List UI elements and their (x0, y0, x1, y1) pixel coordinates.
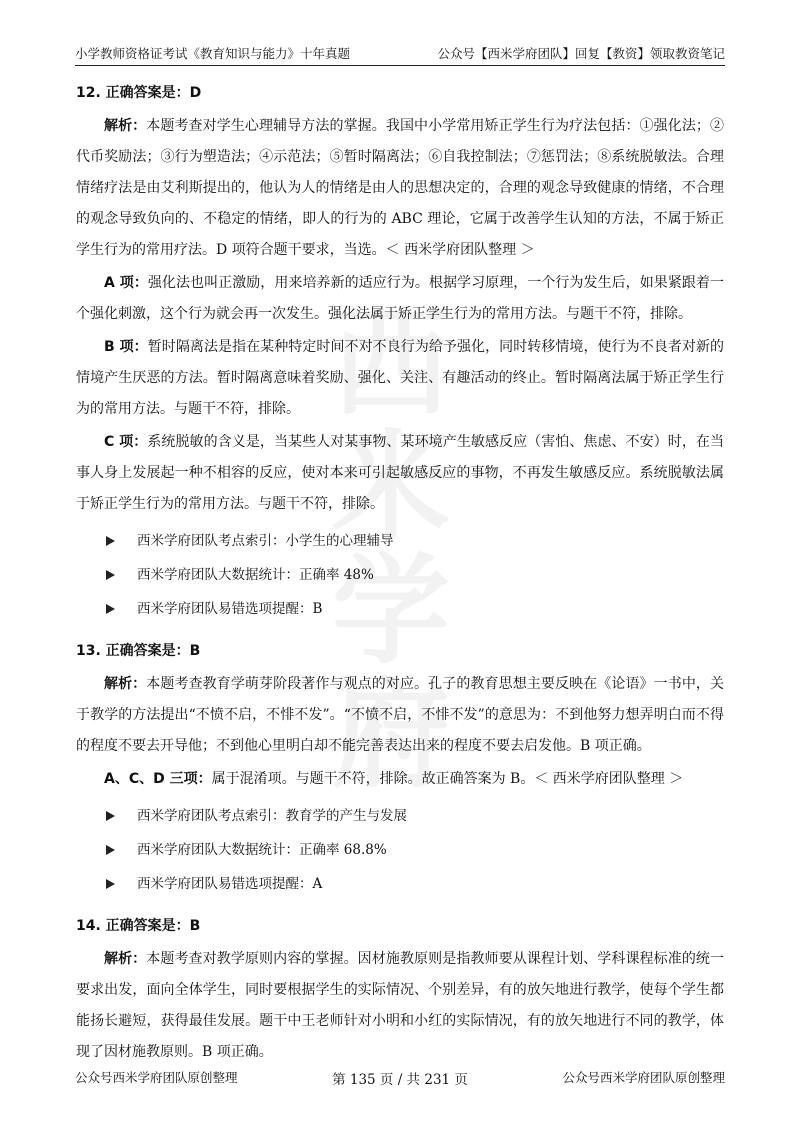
bullet-item (76, 867, 724, 901)
paragraph-text: 本题考查对教学原则内容的掌握。因材施教原则是指教师要从课程计划、学科课程标准的统一要求出发，面向全体学生，同时要根据学生的实际情况、个别差异，有的放矢地进行教学，使每个学生都能扬长避短，获得最佳发展。题干中王老师针对小明和小红的实际情况，有的放矢地进行不同的教学，体现了因材施教原则。B 项正确。 (76, 951, 724, 1060)
watermark-char: 府 (331, 665, 458, 804)
arrow-bullet-icon (106, 604, 115, 614)
bullet-item (76, 799, 724, 833)
bullet-text: 西米学府团队大数据统计：正确率 68.8% (137, 842, 387, 858)
analysis-paragraph (76, 669, 724, 762)
paragraph-text: 系统脱敏的含义是，当某些人对某事物、某环境产生敏感反应（害怕、焦虑、不安）时，在当事人身上发展起一种不相容的反应，使对本来可引起敏感反应的事物，不再发生敏感反应。系统脱敏法属于矫正学生行为的常用方法。与题干不符，排除。 (76, 434, 725, 512)
answer-heading: 14. 正确答案是：B (76, 918, 201, 934)
watermark-char: 学 (331, 542, 458, 680)
bullet-text: 西米学府团队考点索引：小学生的心理辅导 (137, 533, 394, 549)
arrow-bullet-icon (106, 536, 115, 546)
footer-right: 公众号西米学府团队原创整理 (562, 1070, 725, 1085)
page-header (75, 40, 725, 66)
paragraph-lead: 解析： (104, 118, 147, 134)
bullet-text: 西米学府团队易错选项提醒：B (137, 601, 323, 617)
question-13 (76, 636, 724, 901)
watermark-char: 西 (331, 294, 458, 433)
arrow-bullet-icon (106, 845, 115, 855)
footer-left: 公众号西米学府团队原创整理 (75, 1070, 238, 1085)
bullet-text: 西米学府团队易错选项提醒：A (137, 876, 323, 892)
paragraph-lead: 解析： (104, 676, 147, 692)
paragraph-lead: A、C、D 三项： (104, 771, 212, 787)
bullet-item (76, 524, 724, 558)
bullet-text: 西米学府团队考点索引：教育学的产生与发展 (137, 808, 407, 824)
arrow-bullet-icon (106, 811, 115, 821)
option-paragraph (76, 764, 724, 795)
question-12 (76, 78, 724, 626)
answer-heading: 13. 正确答案是：B (76, 643, 201, 659)
paragraph-text: 属于混淆项。与题干不符，排除。故正确答案为 B。＜ 西米学府团队整理 ＞ (211, 771, 684, 787)
bullet-item (76, 558, 724, 592)
bullet-item (76, 592, 724, 626)
bullet-item (76, 833, 724, 867)
paragraph-lead: 解析： (104, 951, 147, 967)
paragraph-text: 暂时隔离法是指在某种特定时间不对不良行为给予强化，同时转移情境，使行为不良者对新的情境产生厌恶的方法。暂时隔离意味着奖励、强化、关注、有趣活动的终止。暂时隔离法属于矫正学生行为的常用方法。与题干不符，排除。 (76, 339, 724, 417)
answer-heading: 12. 正确答案是：D (76, 85, 202, 101)
paragraph-lead: A 项： (104, 275, 148, 291)
question-14 (76, 911, 724, 1068)
analysis-paragraph (76, 111, 724, 266)
paragraph-text: 强化法也叫正激励，用来培养新的适应行为。根据学习原理，一个行为发生后，如果紧跟着一个强化刺激，这个行为就会再一次发生。强化法属于矫正学生行为的常用方法。与题干不符，排除。 (76, 275, 724, 322)
arrow-bullet-icon (106, 570, 115, 580)
option-paragraph (76, 332, 724, 425)
watermark-char: 米 (331, 418, 458, 557)
analysis-paragraph (76, 944, 724, 1068)
paragraph-text: 本题考查教育学萌芽阶段著作与观点的对应。孔子的教育思想主要反映在《论语》一书中，关于教学的方法提出“不愤不启，不悱不发”。“不愤不启，不悱不发”的意思为：不到他努力想弄明白而不得的程度不要去开导他；不到他心里明白却不能完善表达出来的程度不要去启发他。B 项正确。 (76, 676, 724, 754)
info-bullets (76, 799, 724, 901)
info-bullets (76, 524, 724, 626)
header-promo: 公众号【西米学府团队】回复【教资】领取教资笔记 (437, 46, 725, 61)
header-title: 小学教师资格证考试《教育知识与能力》十年真题 (75, 46, 351, 61)
option-paragraph (76, 268, 724, 330)
page-content (76, 78, 724, 1068)
paragraph-lead: C 项： (104, 434, 148, 450)
bullet-text: 西米学府团队大数据统计：正确率 48% (137, 567, 374, 583)
page-footer (75, 1068, 725, 1088)
paragraph-lead: B 项： (104, 339, 148, 355)
option-paragraph (76, 427, 724, 520)
paragraph-text: 本题考查对学生心理辅导方法的掌握。我国中小学常用矫正学生行为疗法包括：①强化法；②代币奖励法；③行为塑造法；④示范法；⑤暂时隔离法；⑥自我控制法；⑦惩罚法；⑧系统脱敏法。合理情绪疗法是由艾利斯提出的，他认为人的情绪是由人的思想决定的，合理的观念导致健康的情绪，不合理的观念导致负向的、不稳定的情绪，即人的行为的 ABC 理论，它属于改善学生认知的方法，不属于矫正学生行为的常用疗法。D 项符合题干要求，当选。＜ 西米学府团队整理 ＞ (76, 118, 724, 258)
page-number: 第 135 页 / 共 231 页 (332, 1072, 468, 1088)
arrow-bullet-icon (106, 879, 115, 889)
